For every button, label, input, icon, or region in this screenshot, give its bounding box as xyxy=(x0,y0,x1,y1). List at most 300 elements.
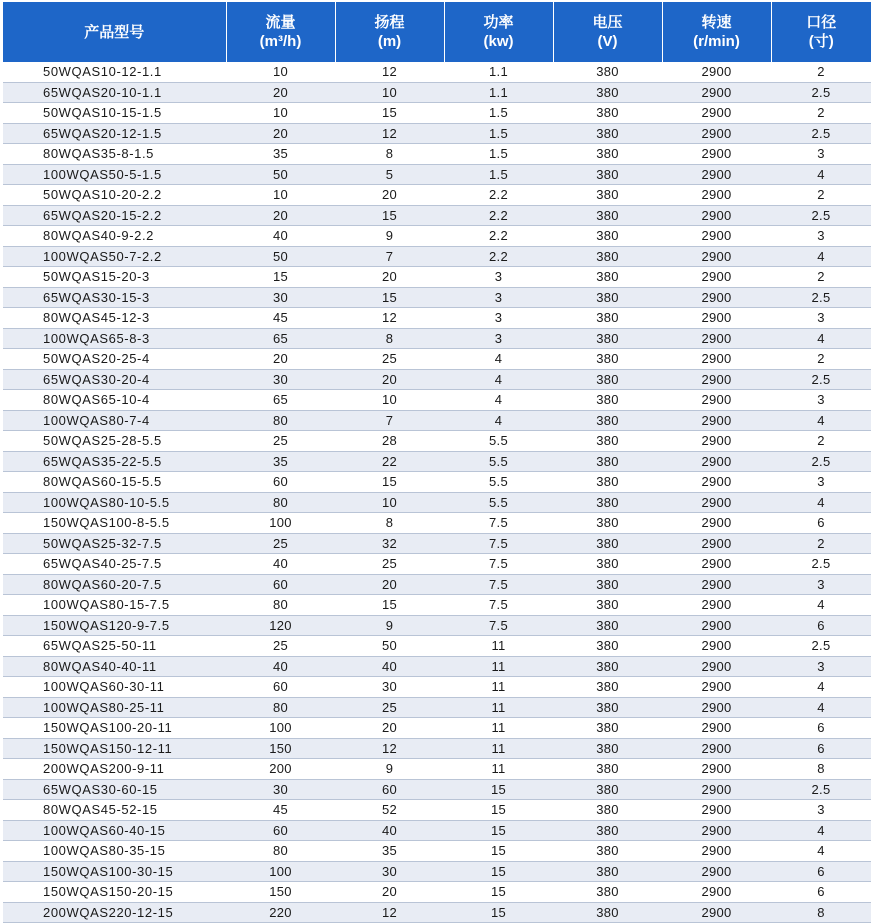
cell-model: 50WQAS25-28-5.5 xyxy=(3,431,226,452)
cell-power: 5.5 xyxy=(444,492,553,513)
table-row xyxy=(3,431,871,452)
cell-head: 8 xyxy=(335,513,444,534)
cell-power: 7.5 xyxy=(444,533,553,554)
cell-voltage: 380 xyxy=(553,492,662,513)
cell-flow: 65 xyxy=(226,328,335,349)
cell-model: 80WQAS60-15-5.5 xyxy=(3,472,226,493)
cell-speed: 2900 xyxy=(662,185,771,206)
cell-diameter: 2.5 xyxy=(771,205,871,226)
cell-speed: 2900 xyxy=(662,677,771,698)
cell-flow: 25 xyxy=(226,431,335,452)
cell-speed: 2900 xyxy=(662,492,771,513)
cell-model: 50WQAS20-25-4 xyxy=(3,349,226,370)
cell-model: 100WQAS65-8-3 xyxy=(3,328,226,349)
cell-flow: 60 xyxy=(226,820,335,841)
cell-speed: 2900 xyxy=(662,390,771,411)
table-row xyxy=(3,369,871,390)
cell-power: 2.2 xyxy=(444,246,553,267)
cell-diameter: 6 xyxy=(771,615,871,636)
cell-speed: 2900 xyxy=(662,472,771,493)
cell-voltage: 380 xyxy=(553,82,662,103)
table-row xyxy=(3,615,871,636)
cell-model: 150WQAS120-9-7.5 xyxy=(3,615,226,636)
cell-voltage: 380 xyxy=(553,62,662,82)
cell-flow: 30 xyxy=(226,369,335,390)
cell-flow: 80 xyxy=(226,492,335,513)
cell-diameter: 6 xyxy=(771,861,871,882)
cell-flow: 80 xyxy=(226,697,335,718)
cell-model: 150WQAS150-12-11 xyxy=(3,738,226,759)
cell-flow: 20 xyxy=(226,349,335,370)
cell-flow: 60 xyxy=(226,472,335,493)
table-row xyxy=(3,677,871,698)
cell-power: 11 xyxy=(444,759,553,780)
cell-model: 65WQAS35-22-5.5 xyxy=(3,451,226,472)
cell-head: 20 xyxy=(335,574,444,595)
cell-power: 11 xyxy=(444,697,553,718)
cell-diameter: 4 xyxy=(771,164,871,185)
cell-flow: 25 xyxy=(226,636,335,657)
cell-speed: 2900 xyxy=(662,431,771,452)
cell-voltage: 380 xyxy=(553,451,662,472)
cell-diameter: 2 xyxy=(771,349,871,370)
cell-power: 5.5 xyxy=(444,431,553,452)
cell-power: 5.5 xyxy=(444,472,553,493)
table-row xyxy=(3,738,871,759)
table-row xyxy=(3,513,871,534)
cell-model: 50WQAS15-20-3 xyxy=(3,267,226,288)
cell-model: 100WQAS50-7-2.2 xyxy=(3,246,226,267)
cell-power: 15 xyxy=(444,800,553,821)
table-row xyxy=(3,82,871,103)
cell-flow: 80 xyxy=(226,595,335,616)
cell-power: 7.5 xyxy=(444,513,553,534)
cell-power: 2.2 xyxy=(444,205,553,226)
cell-flow: 45 xyxy=(226,308,335,329)
cell-power: 15 xyxy=(444,841,553,862)
cell-flow: 150 xyxy=(226,738,335,759)
table-row xyxy=(3,328,871,349)
cell-diameter: 8 xyxy=(771,759,871,780)
cell-diameter: 6 xyxy=(771,882,871,903)
cell-diameter: 8 xyxy=(771,902,871,923)
cell-power: 3 xyxy=(444,308,553,329)
cell-head: 10 xyxy=(335,82,444,103)
cell-model: 50WQAS25-32-7.5 xyxy=(3,533,226,554)
cell-diameter: 2 xyxy=(771,431,871,452)
cell-flow: 35 xyxy=(226,144,335,165)
table-row xyxy=(3,390,871,411)
cell-head: 8 xyxy=(335,328,444,349)
cell-model: 150WQAS100-20-11 xyxy=(3,718,226,739)
cell-diameter: 6 xyxy=(771,513,871,534)
cell-head: 12 xyxy=(335,308,444,329)
cell-voltage: 380 xyxy=(553,349,662,370)
table-row xyxy=(3,554,871,575)
table-row xyxy=(3,451,871,472)
cell-flow: 50 xyxy=(226,164,335,185)
table-row xyxy=(3,185,871,206)
cell-speed: 2900 xyxy=(662,123,771,144)
cell-power: 15 xyxy=(444,882,553,903)
cell-diameter: 3 xyxy=(771,226,871,247)
cell-power: 3 xyxy=(444,287,553,308)
cell-flow: 20 xyxy=(226,123,335,144)
cell-power: 11 xyxy=(444,718,553,739)
table-row xyxy=(3,472,871,493)
cell-flow: 40 xyxy=(226,656,335,677)
cell-voltage: 380 xyxy=(553,902,662,923)
cell-model: 100WQAS80-7-4 xyxy=(3,410,226,431)
cell-power: 11 xyxy=(444,738,553,759)
cell-model: 80WQAS35-8-1.5 xyxy=(3,144,226,165)
cell-flow: 80 xyxy=(226,410,335,431)
cell-head: 9 xyxy=(335,615,444,636)
cell-head: 7 xyxy=(335,246,444,267)
table-row xyxy=(3,861,871,882)
cell-flow: 100 xyxy=(226,513,335,534)
header-flow: 流量 (m³/h) xyxy=(226,2,335,62)
table-row xyxy=(3,533,871,554)
cell-flow: 40 xyxy=(226,554,335,575)
cell-flow: 30 xyxy=(226,779,335,800)
cell-model: 65WQAS40-25-7.5 xyxy=(3,554,226,575)
cell-model: 65WQAS30-15-3 xyxy=(3,287,226,308)
cell-voltage: 380 xyxy=(553,410,662,431)
cell-head: 20 xyxy=(335,185,444,206)
cell-head: 20 xyxy=(335,369,444,390)
cell-diameter: 4 xyxy=(771,841,871,862)
cell-voltage: 380 xyxy=(553,308,662,329)
cell-speed: 2900 xyxy=(662,595,771,616)
cell-head: 12 xyxy=(335,123,444,144)
table-row xyxy=(3,718,871,739)
cell-head: 9 xyxy=(335,226,444,247)
cell-power: 11 xyxy=(444,636,553,657)
cell-diameter: 2 xyxy=(771,267,871,288)
cell-model: 65WQAS30-60-15 xyxy=(3,779,226,800)
cell-power: 4 xyxy=(444,410,553,431)
cell-speed: 2900 xyxy=(662,902,771,923)
table-row xyxy=(3,800,871,821)
cell-diameter: 3 xyxy=(771,390,871,411)
cell-voltage: 380 xyxy=(553,636,662,657)
cell-voltage: 380 xyxy=(553,841,662,862)
cell-model: 150WQAS100-30-15 xyxy=(3,861,226,882)
cell-model: 50WQAS10-20-2.2 xyxy=(3,185,226,206)
table-row xyxy=(3,62,871,82)
cell-model: 65WQAS20-15-2.2 xyxy=(3,205,226,226)
cell-voltage: 380 xyxy=(553,328,662,349)
header-diameter: 口径 (寸) xyxy=(771,2,871,62)
table-row xyxy=(3,697,871,718)
cell-model: 200WQAS200-9-11 xyxy=(3,759,226,780)
cell-voltage: 380 xyxy=(553,390,662,411)
cell-speed: 2900 xyxy=(662,533,771,554)
cell-model: 80WQAS40-9-2.2 xyxy=(3,226,226,247)
cell-head: 15 xyxy=(335,205,444,226)
cell-flow: 100 xyxy=(226,718,335,739)
cell-power: 15 xyxy=(444,779,553,800)
cell-speed: 2900 xyxy=(662,841,771,862)
cell-diameter: 2.5 xyxy=(771,82,871,103)
cell-flow: 60 xyxy=(226,677,335,698)
header-model: 产品型号 xyxy=(3,2,226,62)
cell-voltage: 380 xyxy=(553,144,662,165)
cell-diameter: 4 xyxy=(771,246,871,267)
cell-diameter: 6 xyxy=(771,738,871,759)
cell-model: 65WQAS30-20-4 xyxy=(3,369,226,390)
cell-speed: 2900 xyxy=(662,779,771,800)
table-row xyxy=(3,164,871,185)
cell-model: 100WQAS80-25-11 xyxy=(3,697,226,718)
cell-voltage: 380 xyxy=(553,820,662,841)
cell-power: 5.5 xyxy=(444,451,553,472)
pump-spec-table xyxy=(3,2,871,923)
table-row xyxy=(3,902,871,923)
cell-model: 80WQAS65-10-4 xyxy=(3,390,226,411)
cell-model: 150WQAS100-8-5.5 xyxy=(3,513,226,534)
cell-power: 7.5 xyxy=(444,595,553,616)
cell-flow: 100 xyxy=(226,861,335,882)
cell-flow: 10 xyxy=(226,103,335,124)
cell-model: 80WQAS45-12-3 xyxy=(3,308,226,329)
cell-flow: 60 xyxy=(226,574,335,595)
cell-speed: 2900 xyxy=(662,574,771,595)
cell-power: 15 xyxy=(444,820,553,841)
cell-head: 28 xyxy=(335,431,444,452)
cell-diameter: 2 xyxy=(771,185,871,206)
cell-head: 20 xyxy=(335,267,444,288)
cell-power: 1.1 xyxy=(444,62,553,82)
cell-speed: 2900 xyxy=(662,738,771,759)
cell-speed: 2900 xyxy=(662,656,771,677)
cell-flow: 10 xyxy=(226,62,335,82)
cell-head: 25 xyxy=(335,349,444,370)
cell-speed: 2900 xyxy=(662,697,771,718)
cell-model: 100WQAS50-5-1.5 xyxy=(3,164,226,185)
table-row xyxy=(3,759,871,780)
table-row xyxy=(3,636,871,657)
cell-diameter: 3 xyxy=(771,144,871,165)
cell-voltage: 380 xyxy=(553,882,662,903)
table-row xyxy=(3,205,871,226)
cell-power: 7.5 xyxy=(444,554,553,575)
cell-diameter: 4 xyxy=(771,677,871,698)
cell-voltage: 380 xyxy=(553,205,662,226)
table-row xyxy=(3,308,871,329)
cell-head: 35 xyxy=(335,841,444,862)
cell-voltage: 380 xyxy=(553,472,662,493)
cell-model: 100WQAS60-30-11 xyxy=(3,677,226,698)
cell-head: 52 xyxy=(335,800,444,821)
cell-head: 25 xyxy=(335,697,444,718)
cell-speed: 2900 xyxy=(662,820,771,841)
cell-flow: 65 xyxy=(226,390,335,411)
cell-voltage: 380 xyxy=(553,677,662,698)
cell-voltage: 380 xyxy=(553,533,662,554)
cell-diameter: 3 xyxy=(771,800,871,821)
cell-speed: 2900 xyxy=(662,861,771,882)
cell-model: 80WQAS45-52-15 xyxy=(3,800,226,821)
table-row xyxy=(3,267,871,288)
cell-diameter: 3 xyxy=(771,574,871,595)
cell-flow: 120 xyxy=(226,615,335,636)
cell-flow: 150 xyxy=(226,882,335,903)
cell-speed: 2900 xyxy=(662,144,771,165)
table-row xyxy=(3,144,871,165)
cell-model: 65WQAS20-10-1.1 xyxy=(3,82,226,103)
cell-voltage: 380 xyxy=(553,123,662,144)
cell-speed: 2900 xyxy=(662,718,771,739)
table-header xyxy=(3,2,871,62)
cell-voltage: 380 xyxy=(553,574,662,595)
cell-flow: 25 xyxy=(226,533,335,554)
cell-flow: 200 xyxy=(226,759,335,780)
cell-speed: 2900 xyxy=(662,451,771,472)
cell-speed: 2900 xyxy=(662,246,771,267)
cell-diameter: 2.5 xyxy=(771,779,871,800)
cell-model: 65WQAS20-12-1.5 xyxy=(3,123,226,144)
cell-diameter: 2.5 xyxy=(771,123,871,144)
cell-speed: 2900 xyxy=(662,308,771,329)
cell-diameter: 2 xyxy=(771,533,871,554)
cell-model: 200WQAS220-12-15 xyxy=(3,902,226,923)
cell-model: 80WQAS40-40-11 xyxy=(3,656,226,677)
cell-speed: 2900 xyxy=(662,267,771,288)
cell-voltage: 380 xyxy=(553,246,662,267)
cell-flow: 40 xyxy=(226,226,335,247)
header-head: 扬程 (m) xyxy=(335,2,444,62)
cell-voltage: 380 xyxy=(553,226,662,247)
cell-power: 15 xyxy=(444,902,553,923)
cell-head: 32 xyxy=(335,533,444,554)
cell-voltage: 380 xyxy=(553,595,662,616)
cell-head: 12 xyxy=(335,738,444,759)
cell-voltage: 380 xyxy=(553,615,662,636)
cell-flow: 30 xyxy=(226,287,335,308)
cell-model: 100WQAS60-40-15 xyxy=(3,820,226,841)
cell-speed: 2900 xyxy=(662,513,771,534)
cell-diameter: 4 xyxy=(771,328,871,349)
cell-head: 15 xyxy=(335,595,444,616)
cell-speed: 2900 xyxy=(662,759,771,780)
cell-voltage: 380 xyxy=(553,759,662,780)
cell-speed: 2900 xyxy=(662,800,771,821)
cell-power: 3 xyxy=(444,267,553,288)
cell-diameter: 3 xyxy=(771,656,871,677)
cell-power: 2.2 xyxy=(444,226,553,247)
cell-flow: 45 xyxy=(226,800,335,821)
cell-power: 2.2 xyxy=(444,185,553,206)
cell-voltage: 380 xyxy=(553,103,662,124)
table-row xyxy=(3,841,871,862)
cell-speed: 2900 xyxy=(662,103,771,124)
cell-power: 11 xyxy=(444,677,553,698)
cell-head: 22 xyxy=(335,451,444,472)
cell-flow: 80 xyxy=(226,841,335,862)
cell-speed: 2900 xyxy=(662,226,771,247)
cell-diameter: 4 xyxy=(771,595,871,616)
cell-power: 4 xyxy=(444,369,553,390)
cell-head: 30 xyxy=(335,861,444,882)
cell-voltage: 380 xyxy=(553,697,662,718)
cell-power: 3 xyxy=(444,328,553,349)
cell-head: 10 xyxy=(335,492,444,513)
table-row xyxy=(3,574,871,595)
cell-speed: 2900 xyxy=(662,62,771,82)
cell-speed: 2900 xyxy=(662,554,771,575)
cell-head: 40 xyxy=(335,820,444,841)
cell-speed: 2900 xyxy=(662,205,771,226)
cell-voltage: 380 xyxy=(553,738,662,759)
cell-diameter: 2.5 xyxy=(771,554,871,575)
cell-flow: 50 xyxy=(226,246,335,267)
cell-head: 50 xyxy=(335,636,444,657)
header-power: 功率 (kw) xyxy=(444,2,553,62)
cell-diameter: 4 xyxy=(771,492,871,513)
cell-head: 20 xyxy=(335,718,444,739)
cell-diameter: 2.5 xyxy=(771,287,871,308)
cell-speed: 2900 xyxy=(662,369,771,390)
cell-voltage: 380 xyxy=(553,861,662,882)
table-row xyxy=(3,779,871,800)
table-row xyxy=(3,123,871,144)
cell-diameter: 3 xyxy=(771,308,871,329)
table-row xyxy=(3,595,871,616)
cell-head: 5 xyxy=(335,164,444,185)
cell-head: 7 xyxy=(335,410,444,431)
cell-diameter: 4 xyxy=(771,820,871,841)
cell-head: 40 xyxy=(335,656,444,677)
cell-head: 10 xyxy=(335,390,444,411)
cell-model: 80WQAS60-20-7.5 xyxy=(3,574,226,595)
cell-model: 100WQAS80-35-15 xyxy=(3,841,226,862)
cell-head: 30 xyxy=(335,677,444,698)
table-row xyxy=(3,882,871,903)
cell-diameter: 4 xyxy=(771,410,871,431)
cell-power: 1.5 xyxy=(444,164,553,185)
cell-diameter: 3 xyxy=(771,472,871,493)
cell-power: 1.5 xyxy=(444,144,553,165)
cell-head: 20 xyxy=(335,882,444,903)
cell-head: 25 xyxy=(335,554,444,575)
cell-voltage: 380 xyxy=(553,718,662,739)
cell-flow: 20 xyxy=(226,82,335,103)
cell-power: 1.5 xyxy=(444,103,553,124)
header-voltage: 电压 (V) xyxy=(553,2,662,62)
cell-diameter: 2 xyxy=(771,62,871,82)
cell-voltage: 380 xyxy=(553,656,662,677)
table-row xyxy=(3,349,871,370)
cell-model: 150WQAS150-20-15 xyxy=(3,882,226,903)
cell-speed: 2900 xyxy=(662,410,771,431)
cell-voltage: 380 xyxy=(553,779,662,800)
cell-voltage: 380 xyxy=(553,267,662,288)
cell-model: 65WQAS25-50-11 xyxy=(3,636,226,657)
table-row xyxy=(3,287,871,308)
cell-model: 100WQAS80-15-7.5 xyxy=(3,595,226,616)
cell-head: 15 xyxy=(335,103,444,124)
cell-voltage: 380 xyxy=(553,513,662,534)
table-row xyxy=(3,246,871,267)
cell-diameter: 2.5 xyxy=(771,451,871,472)
cell-speed: 2900 xyxy=(662,615,771,636)
cell-speed: 2900 xyxy=(662,328,771,349)
cell-flow: 220 xyxy=(226,902,335,923)
header-speed: 转速 (r/min) xyxy=(662,2,771,62)
cell-speed: 2900 xyxy=(662,882,771,903)
